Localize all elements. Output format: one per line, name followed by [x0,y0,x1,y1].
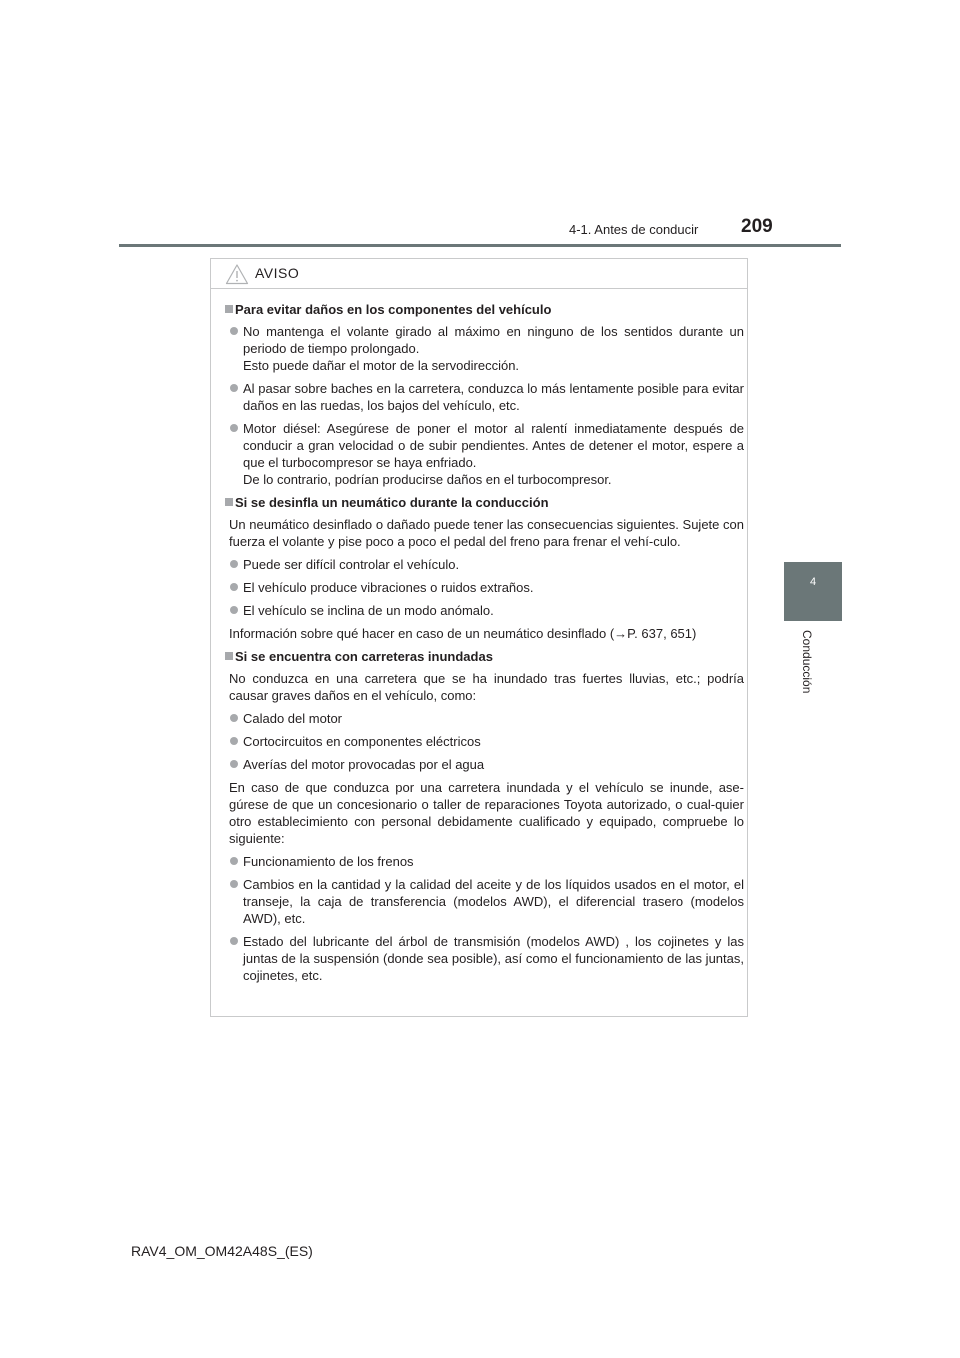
bullet-item [225,876,744,927]
warning-content [225,301,744,990]
bullet-item [225,556,744,573]
bullet-item [225,933,744,984]
paragraph [225,779,744,847]
text-line: Información sobre qué hacer en caso de un neumático desinflado (→P. 637, 651) [229,626,697,641]
warning-title: AVISO [255,265,300,281]
text-line: El vehículo produce vibraciones o ruidos extraños. [243,580,534,595]
text-line: Cortocircuitos en componentes eléctricos [243,734,481,749]
paragraph [225,670,744,704]
bullet-item [225,756,744,773]
text-line: Esto puede dañar el motor de la servodirección. [243,358,520,373]
bullet-item [225,602,744,619]
page-number: 209 [741,216,773,237]
paragraph [225,516,744,550]
chapter-label: Conducción [800,630,814,694]
bullet-item [225,733,744,750]
text-line: Calado del motor [243,711,342,726]
bullet-item [225,420,744,488]
header-divider [119,244,841,247]
chapter-tab [784,562,842,621]
chapter-number: 4 [809,576,817,588]
bullet-item [225,853,744,870]
bullet-item [225,579,744,596]
section-heading: Si se desinfla un neumático durante la conducción [225,494,744,511]
bullet-item [225,710,744,727]
warning-box [210,258,748,1017]
text-line: No mantenga el volante girado al máximo en ninguno de los sentidos durante un periodo de tiempo prolongado. [243,324,744,356]
text-line: No conduzca en una carretera que se ha inundado tras fuertes lluvias, etc.; podría causar graves daños en el vehículo, como: [229,671,744,703]
paragraph [225,625,744,642]
text-line: De lo contrario, podrían producirse daños en el turbocompresor. [243,472,612,487]
section-heading: Si se encuentra con carreteras inundadas [225,648,744,665]
text-line: Averías del motor provocadas por el agua [243,757,485,772]
text-line: Estado del lubricante del árbol de transmisión (modelos AWD) , los cojinetes y las juntas de la suspensión (donde sea posible), así como el funcionamiento de las juntas, cojinetes, etc. [243,934,744,983]
warning-header [211,259,747,289]
text-line: En caso de que conduzca por una carretera inundada y el vehículo se inunde, ase-gúrese de que un concesionario o taller de reparaciones Toyota autorizado, o cual-quier otro establecimiento con personal debidamente cualificado y equipado, compruebe lo siguiente: [229,780,744,846]
header-section-title: 4-1. Antes de conducir [569,222,699,237]
text-line: Al pasar sobre baches en la carretera, conduzca lo más lentamente posible para evitar daños en las ruedas, los bajos del vehículo, etc. [243,381,744,413]
text-line: El vehículo se inclina de un modo anómalo. [243,603,494,618]
text-line: Cambios en la cantidad y la calidad del aceite y de los líquidos usados en el motor, el transeje, la caja de transferencia (modelos AWD), el diferencial trasero (modelos AWD), etc. [243,877,744,926]
text-line: Un neumático desinflado o dañado puede tener las consecuencias siguientes. Sujete con fuerza el volante y pise poco a poco el pedal del freno para frenar el vehí-culo. [229,517,744,549]
text-line: Puede ser difícil controlar el vehículo. [243,557,460,572]
text-line: Motor diésel: Asegúrese de poner el motor al ralentí inmediatamente después de conducir a gran velocidad o de subir pendientes. Antes de detener el motor, espere a que el turbocompresor se haya enfriado. [243,421,744,470]
warning-triangle-icon [225,263,249,285]
bullet-item [225,323,744,374]
bullet-item [225,380,744,414]
text-line: Funcionamiento de los frenos [243,854,414,869]
document-code: RAV4_OM_OM42A48S_(ES) [131,1243,313,1259]
section-heading: Para evitar daños en los componentes del vehículo [225,301,744,318]
